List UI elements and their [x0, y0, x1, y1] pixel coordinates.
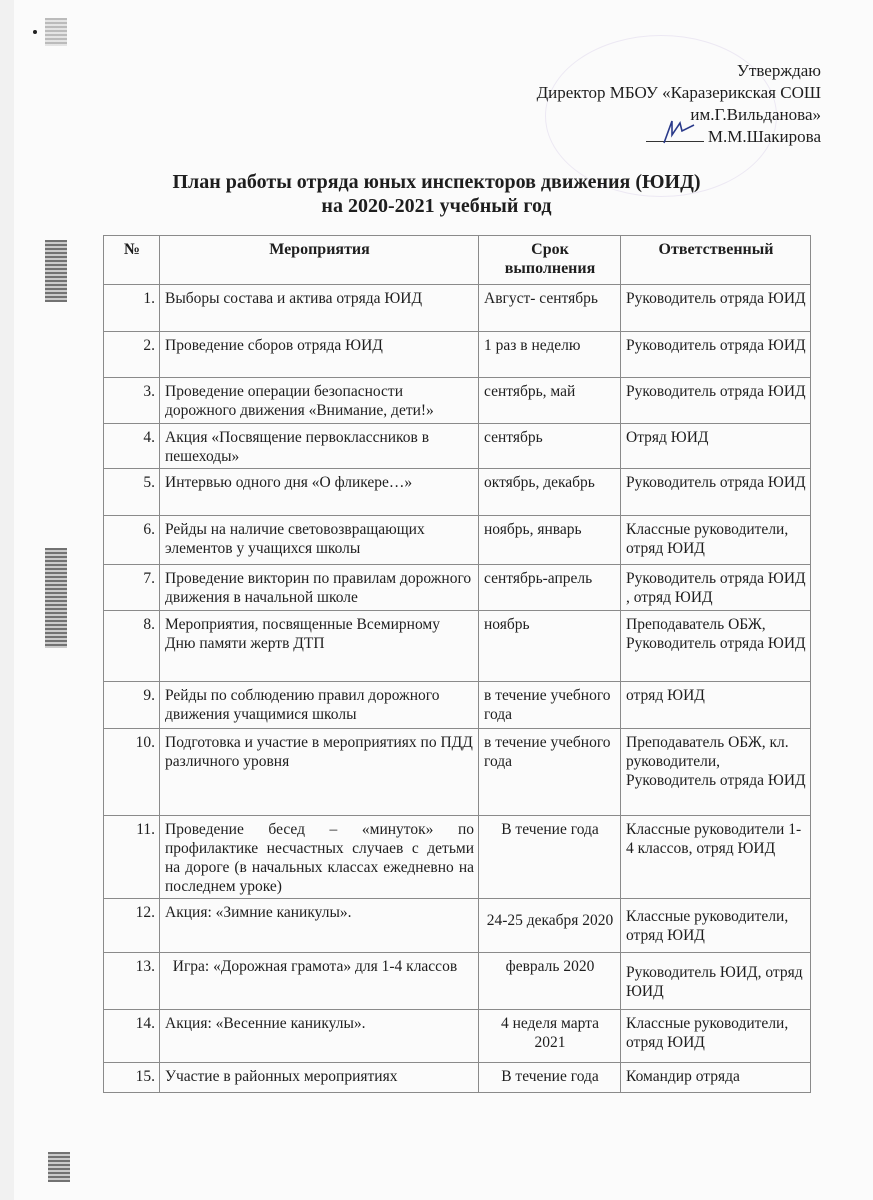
table-row — [104, 816, 811, 899]
row-deadline: 1 раз в неделю — [479, 332, 621, 378]
row-event: Акция: «Зимние каникулы». — [160, 899, 479, 953]
row-num: 9. — [104, 682, 160, 729]
row-event: Участие в районных мероприятиях — [160, 1063, 479, 1093]
row-deadline: 4 неделя марта 2021 — [479, 1010, 621, 1063]
row-event: Проведение бесед – «минуток» по профилактике несчастных случаев с детьми на дороге (в начальных классах ежедневно на последнем уроке) — [160, 816, 479, 899]
row-deadline: октябрь, декабрь — [479, 469, 621, 516]
table-row — [104, 469, 811, 516]
row-event: Мероприятия, посвященные Всемирному Дню памяти жертв ДТП — [160, 611, 479, 682]
header-event: Мероприятия — [160, 236, 479, 285]
approval-position: Директор МБОУ «Каразерикская СОШ — [536, 83, 821, 102]
table-row — [104, 729, 811, 816]
row-responsible: Отряд ЮИД — [621, 424, 811, 469]
row-responsible: Руководитель отряда ЮИД , отряд ЮИД — [621, 565, 811, 611]
row-event: Подготовка и участие в мероприятиях по ПДД различного уровня — [160, 729, 479, 816]
row-event: Интервью одного дня «О фликере…» — [160, 469, 479, 516]
row-deadline: В течение года — [479, 816, 621, 899]
row-event: Игра: «Дорожная грамота» для 1-4 классов — [160, 953, 479, 1010]
row-responsible: Классные руководители, отряд ЮИД — [621, 1010, 811, 1063]
row-deadline: В течение года — [479, 1063, 621, 1093]
table-row — [104, 899, 811, 953]
table-row — [104, 1063, 811, 1093]
table-row — [104, 1010, 811, 1063]
row-responsible: Руководитель ЮИД, отряд ЮИД — [621, 953, 811, 1010]
row-num: 3. — [104, 378, 160, 424]
row-responsible: Руководитель отряда ЮИД — [621, 378, 811, 424]
signature-icon — [646, 129, 704, 142]
row-event: Рейды на наличие световозвращающих элементов у учащихся школы — [160, 516, 479, 565]
row-num: 15. — [104, 1063, 160, 1093]
row-event: Выборы состава и актива отряда ЮИД — [160, 285, 479, 332]
row-deadline: 24-25 декабря 2020 — [479, 899, 621, 953]
row-responsible: Руководитель отряда ЮИД — [621, 469, 811, 516]
row-responsible: Командир отряда — [621, 1063, 811, 1093]
header-responsible: Ответственный — [621, 236, 811, 285]
row-event: Акция «Посвящение первоклассников в пешеходы» — [160, 424, 479, 469]
row-responsible: Классные руководители, отряд ЮИД — [621, 899, 811, 953]
approval-school: им.Г.Вильданова» — [690, 105, 821, 124]
approval-signatory: М.М.Шакирова — [707, 127, 821, 146]
table-header-row — [104, 236, 811, 285]
scan-artifact — [45, 240, 67, 302]
approval-heading: Утверждаю — [736, 61, 821, 80]
row-num: 6. — [104, 516, 160, 565]
row-num: 5. — [104, 469, 160, 516]
row-event: Проведение операции безопасности дорожного движения «Внимание, дети!» — [160, 378, 479, 424]
table-row — [104, 953, 811, 1010]
header-deadline: Срок выполнения — [479, 236, 621, 285]
approval-signature-line — [537, 126, 821, 148]
row-deadline: сентябрь, май — [479, 378, 621, 424]
row-event: Проведение сборов отряда ЮИД — [160, 332, 479, 378]
title-line-2: на 2020-2021 учебный год — [321, 195, 552, 217]
row-deadline: Август- сентябрь — [479, 285, 621, 332]
row-deadline: ноябрь — [479, 611, 621, 682]
row-num: 8. — [104, 611, 160, 682]
row-deadline: февраль 2020 — [479, 953, 621, 1010]
row-num: 10. — [104, 729, 160, 816]
row-deadline: сентябрь — [479, 424, 621, 469]
row-deadline: в течение учебного года — [479, 729, 621, 816]
document-title — [0, 170, 873, 218]
row-event: Рейды по соблюдению правил дорожного движения учащимися школы — [160, 682, 479, 729]
row-responsible: Руководитель отряда ЮИД — [621, 332, 811, 378]
table-row — [104, 332, 811, 378]
scan-artifact — [45, 548, 67, 648]
row-deadline: ноябрь, январь — [479, 516, 621, 565]
row-responsible: Преподаватель ОБЖ, кл. руководители, Руководитель отряда ЮИД — [621, 729, 811, 816]
table-row — [104, 424, 811, 469]
row-num: 11. — [104, 816, 160, 899]
row-responsible: Руководитель отряда ЮИД — [621, 285, 811, 332]
row-deadline: в течение учебного года — [479, 682, 621, 729]
table-row — [104, 682, 811, 729]
row-num: 7. — [104, 565, 160, 611]
work-plan-table — [103, 235, 811, 1093]
table-row — [104, 611, 811, 682]
row-event: Акция: «Весенние каникулы». — [160, 1010, 479, 1063]
approval-block — [537, 60, 821, 148]
header-num: № — [104, 236, 160, 285]
row-event: Проведение викторин по правилам дорожного движения в начальной школе — [160, 565, 479, 611]
table-row — [104, 516, 811, 565]
row-responsible: Классные руководители, отряд ЮИД — [621, 516, 811, 565]
scan-speck — [33, 30, 37, 34]
row-num: 2. — [104, 332, 160, 378]
scan-artifact — [45, 18, 67, 46]
row-num: 1. — [104, 285, 160, 332]
table-row — [104, 285, 811, 332]
row-responsible: Преподаватель ОБЖ, Руководитель отряда ЮИД — [621, 611, 811, 682]
title-line-1: План работы отряда юных инспекторов движения (ЮИД) — [172, 171, 701, 193]
row-responsible: отряд ЮИД — [621, 682, 811, 729]
table-row — [104, 565, 811, 611]
row-num: 13. — [104, 953, 160, 1010]
scan-artifact — [48, 1152, 70, 1182]
row-num: 4. — [104, 424, 160, 469]
row-num: 14. — [104, 1010, 160, 1063]
row-responsible: Классные руководители 1-4 классов, отряд ЮИД — [621, 816, 811, 899]
row-deadline: сентябрь-апрель — [479, 565, 621, 611]
row-num: 12. — [104, 899, 160, 953]
table-row — [104, 378, 811, 424]
